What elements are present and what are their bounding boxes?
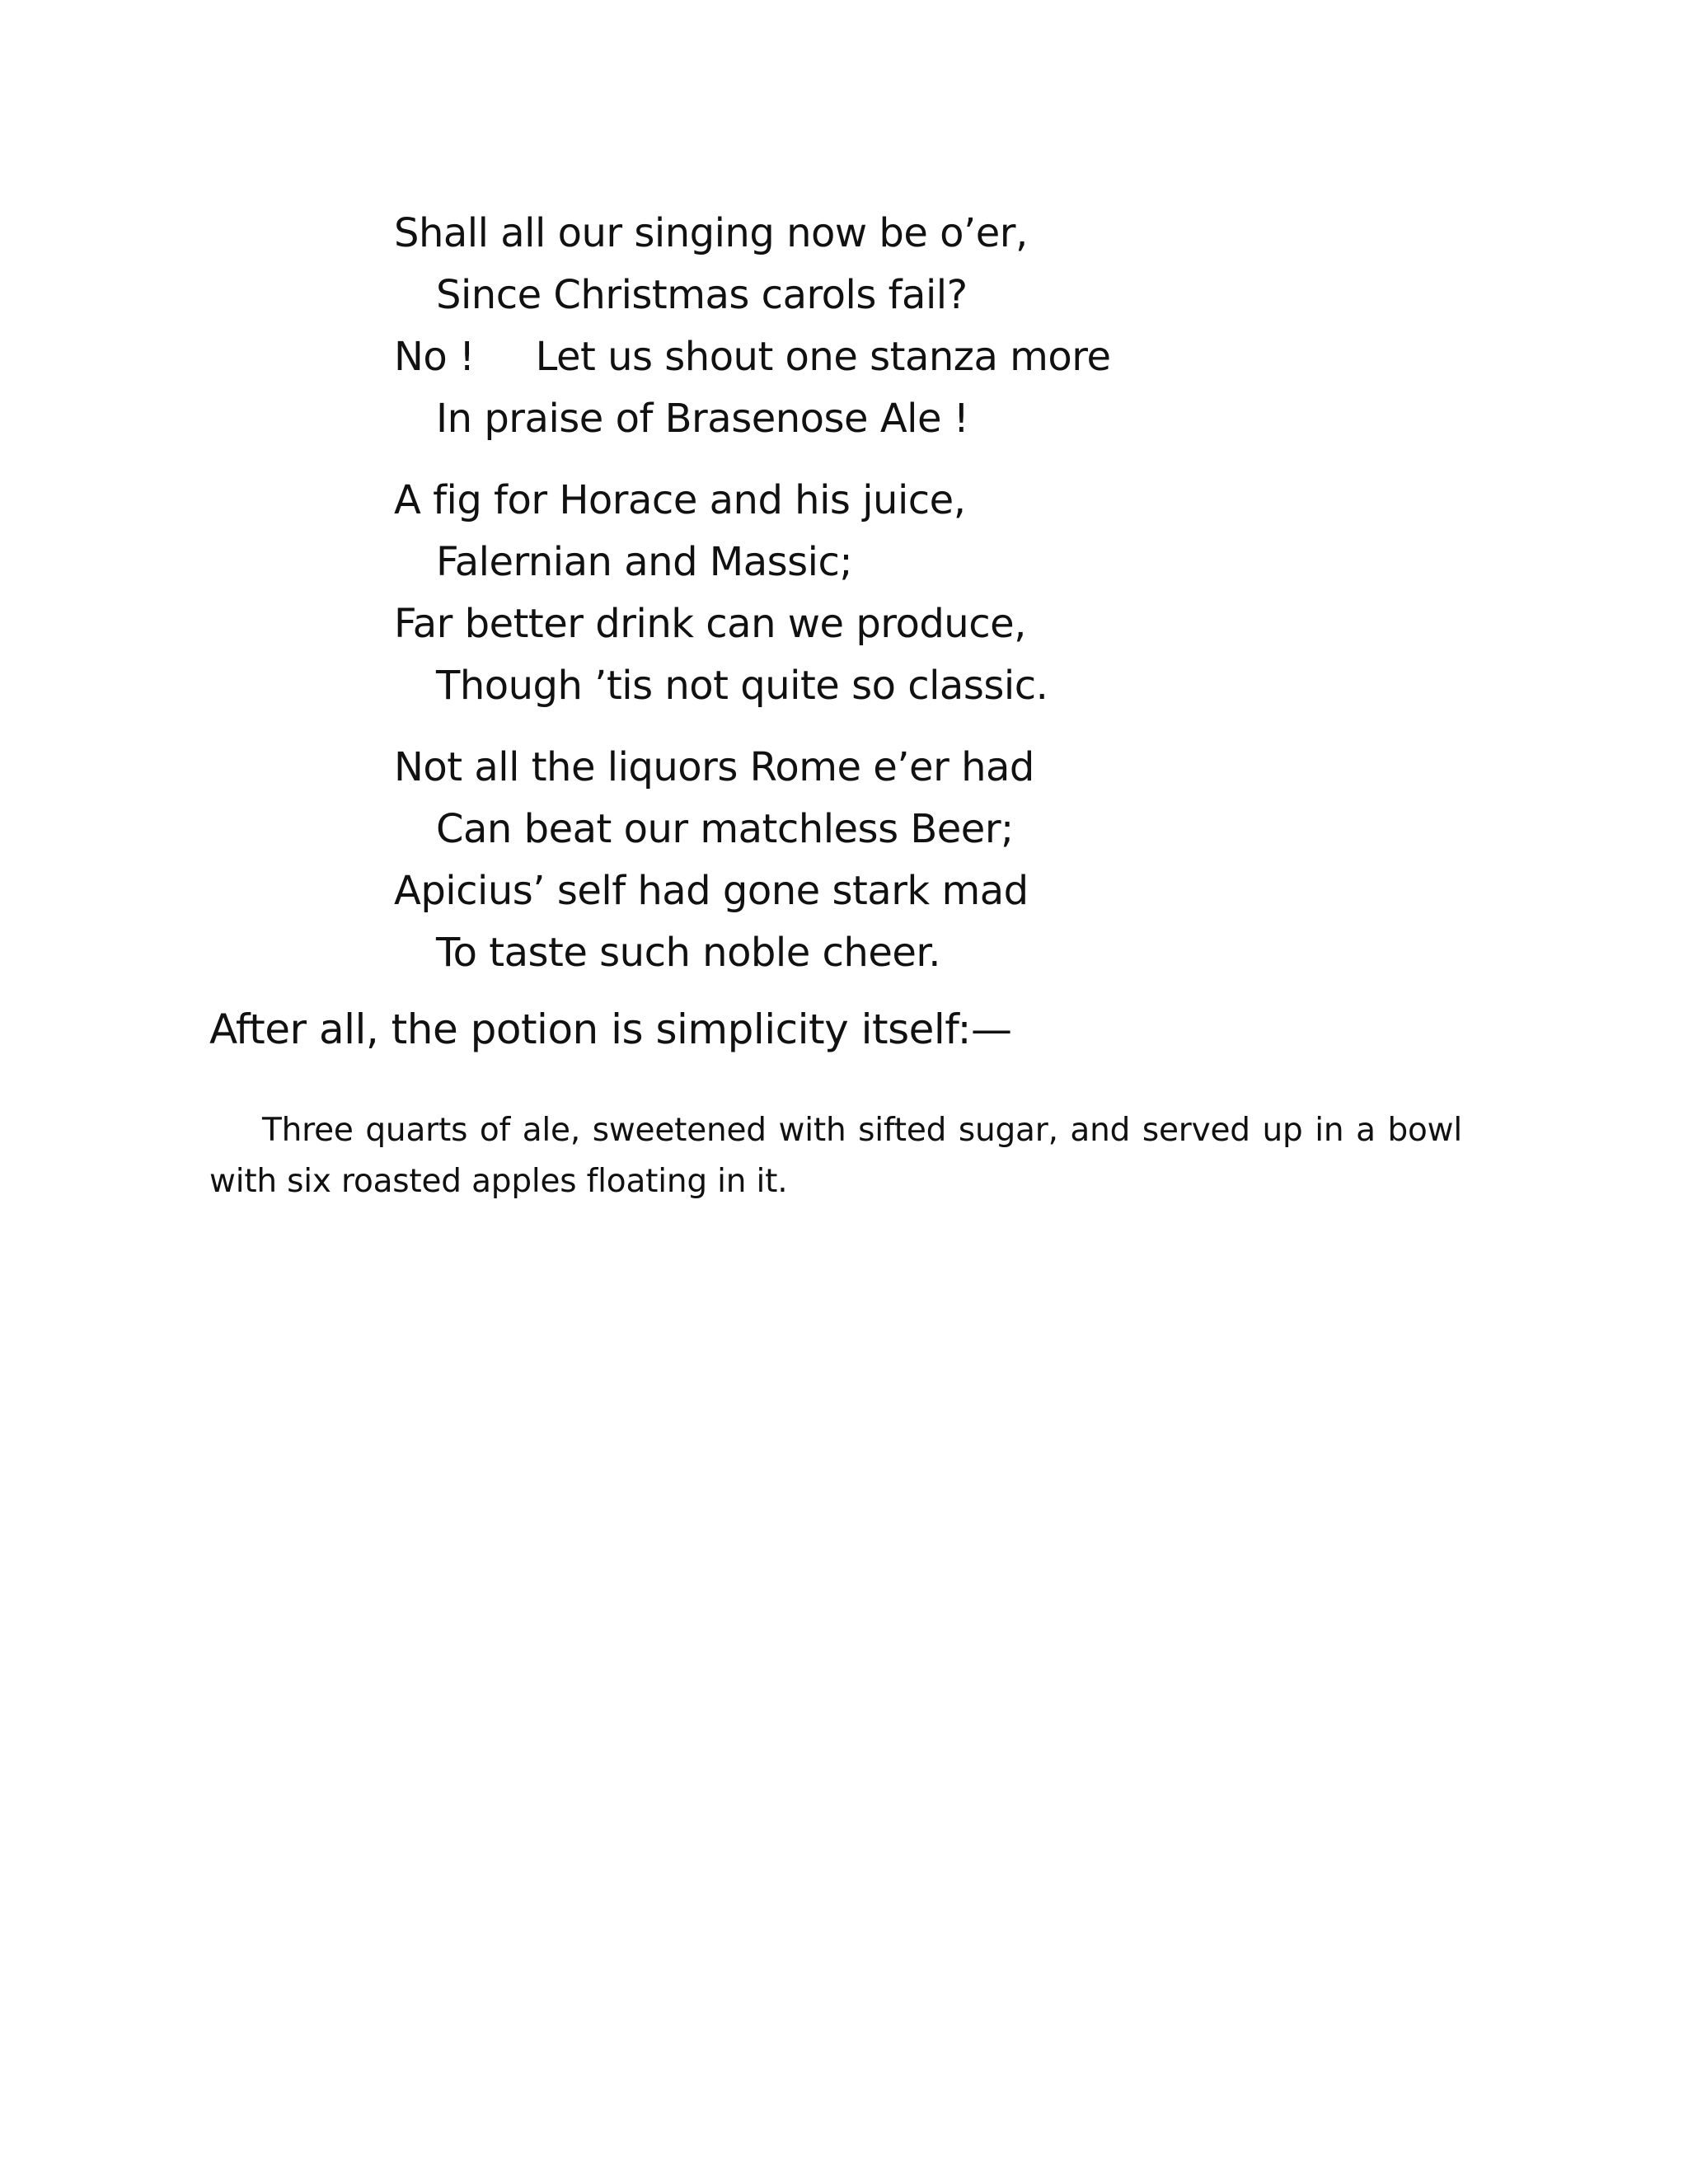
- stanza: [394, 203, 1383, 450]
- verse-line: To taste such noble cheer.: [436, 930, 940, 976]
- recipe-paragraph: Three quarts of ale, sweetened with sifted sugar, and served up in a bowl with six roasted apples floating in it.: [209, 1112, 1462, 1200]
- poem: [394, 203, 1383, 1004]
- stanza: [394, 737, 1383, 984]
- verse-line: In praise of Brasenose Ale !: [436, 396, 969, 442]
- verse-line: Since Christmas carols fail?: [436, 272, 968, 318]
- verse-line: Shall all our singing now be o’er,: [394, 210, 1028, 256]
- verse-line: Not all the liquors Rome e’er had: [394, 744, 1034, 790]
- prose-lead-sentence: After all, the potion is simplicity itself:—: [209, 1005, 1012, 1053]
- verse-line: Apicius’ self had gone stark mad: [394, 868, 1029, 914]
- verse-line: Though ’tis not quite so classic.: [436, 663, 1048, 709]
- verse-line: Falernian and Massic;: [436, 539, 853, 585]
- verse-line: A fig for Horace and his juice,: [394, 477, 966, 523]
- verse-line: No ! Let us shout one stanza more: [394, 334, 1111, 380]
- verse-line: Far better drink can we produce,: [394, 601, 1026, 647]
- stanza: [394, 470, 1383, 717]
- verse-line: Can beat our matchless Beer;: [436, 806, 1014, 852]
